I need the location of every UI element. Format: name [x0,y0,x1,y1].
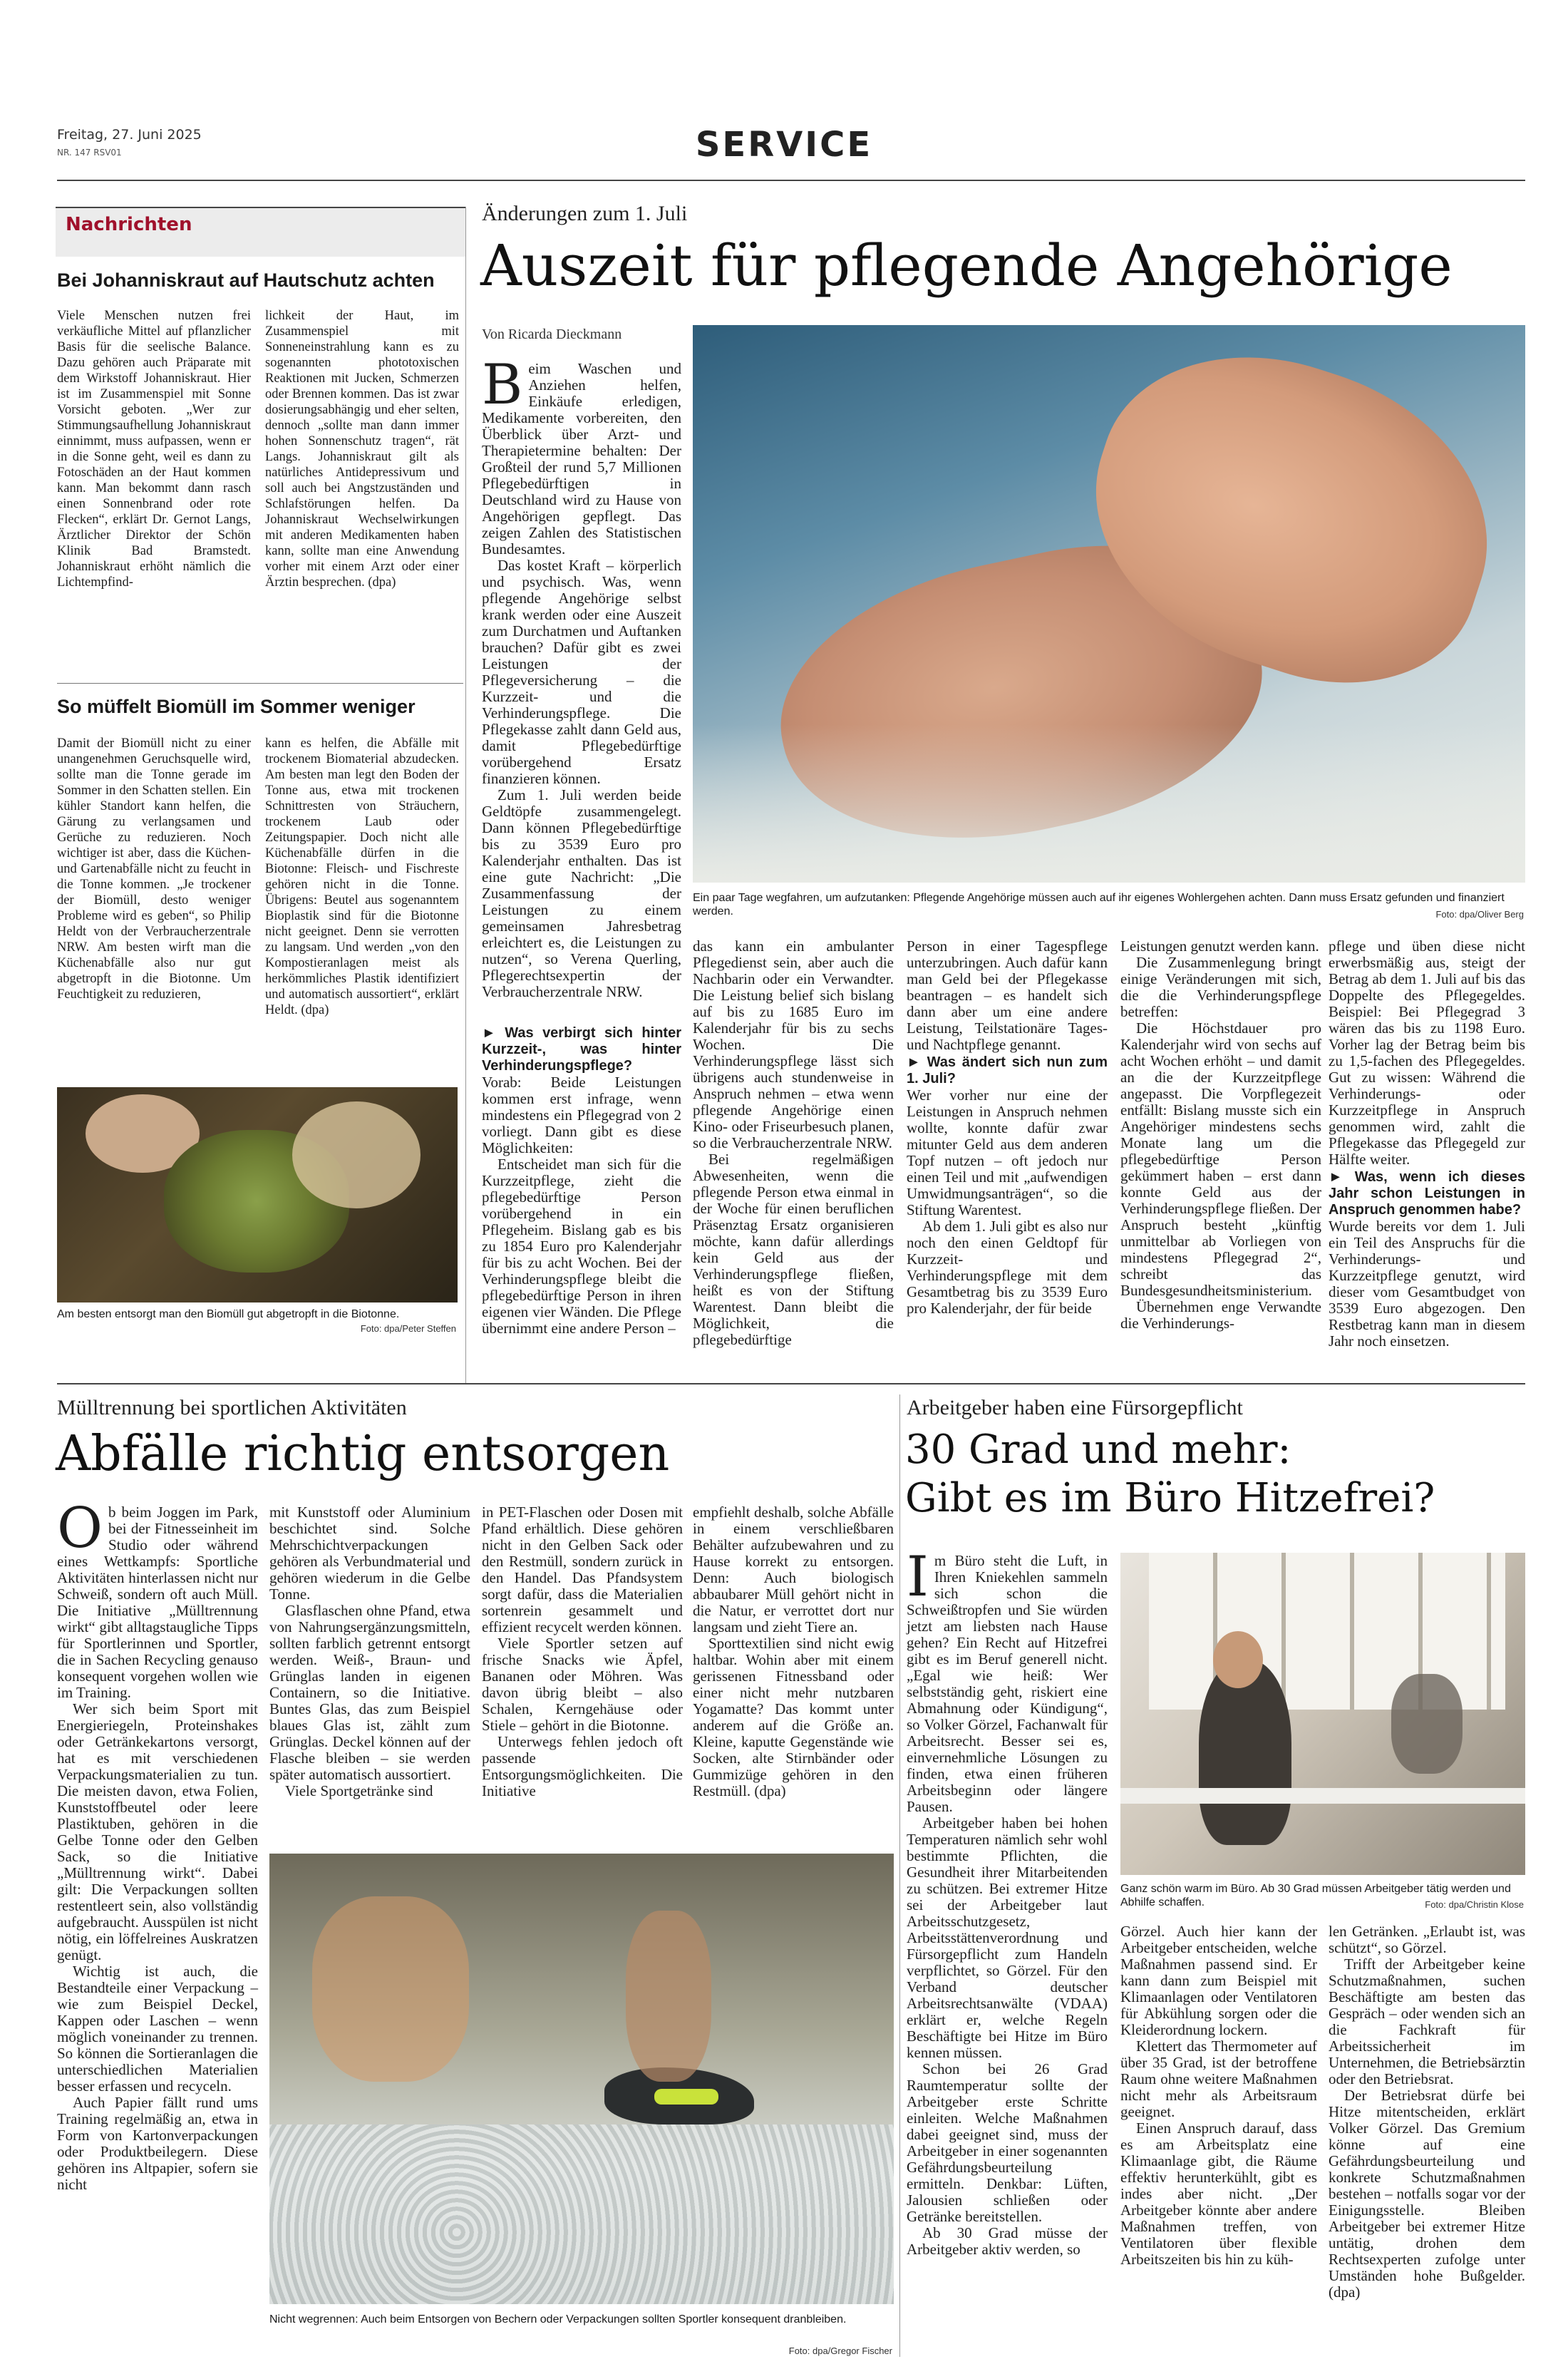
heat-c1p4: Ab 30 Grad müsse der Arbeitgeber aktiv werden, so [907,2224,1108,2258]
lead-drop-cap: B [482,353,523,417]
lead-col4 [1120,938,1321,1332]
heat-c2p2: Klettert das Thermometer auf über 35 Grad, ist der betroffene Raum ohne weitere Maßnahmen nicht mehr als Arbeitsraum geeignet. [1120,2038,1317,2120]
lead-credit: Foto: dpa/Oliver Berg [1435,909,1524,920]
waste-c1p2: Wer sich beim Sport mit Energieriegeln, Proteinshakes oder Getränkekartons versorgt, hat es mit verschiedenen Verpackungsmaterialien zu tun. Die meisten davon, etwa Folien, Kunststoffbeutel oder leere Plastiktuben, gehören in die Gelbe Tonne oder den Gelben Sack, so die Initiative „Mülltrennung wirkt“. Dabei gilt: Die Verpackungen sollten restentleert sein, also vollständig aufgebraucht. Ausspülen ist nicht nötig, ein löffelreines Auskratzen genügt. [57,1700,258,1963]
lead-c1p1: Vorab: Beide Leistungen kommen erst infrage, wenn mindestens ein Pflegegrad von 2 vorliegt. Dann gibt es diese Möglichkeiten: [482,1074,681,1156]
news-item1-col2: lichkeit der Haut, im Zusammenspiel mit Sonneneinstrahlung kann es zu sogenannten phototoxischen Reaktionen mit Jucken, Schmerzen oder Brennen kommen. Das ist zwar dosierungsabhängig und eher selten, dennoch „sollte man dann immer hohen Sonnenschutz tragen“, rät Langs. Johanniskraut gilt als natürliches Antidepressivum und soll auch bei Angstzuständen und Schlafstörungen helfen. Da Johanniskraut Wechselwirkungen mit anderen Medikamenten haben kann, sollte man eine Anwendung vorher mit einem Arzt oder einer Ärztin besprechen. (dpa) [265,309,459,590]
news-divider [57,683,463,684]
waste-col4 [693,1504,894,1799]
header-date: Freitag, 27. Juni 2025 [57,127,202,143]
biowaste-caption: Am besten entsorgt man den Biomüll gut abgetropft in die Biotonne. [57,1308,400,1320]
waste-headline: Abfälle richtig entsorgen [56,1426,670,1482]
lead-photo [693,325,1525,883]
waste-c2p3: Viele Sportgetränke sind [285,1782,433,1799]
heat-col2 [1120,1923,1317,2268]
lead-col3 [907,938,1108,1317]
lead-c4p1: Leistungen genutzt werden kann. [1120,937,1319,955]
heat-drop-cap: I [907,1545,929,1609]
lead-col5 [1329,938,1525,1350]
lead-sub1: ► Was verbirgt sich hinter Kurzzeit-, was hinter Verhinderungspflege? [482,1025,681,1074]
waste-c3p2: Viele Sportler setzen auf frische Snacks wie Äpfel, Bananen oder Möhren. Was davon übrig bleibt – also Schalen, Kerngehäuse oder Stiele – gehört in die Biotonne. [482,1635,683,1734]
heat-c3p1: len Getränken. „Erlaubt ist, was schützt“, so Görzel. [1329,1923,1525,1956]
lead-sub3: ► Was, wenn ich dieses Jahr schon Leistungen in Anspruch genommen habe? [1329,1169,1525,1218]
lead-c2p1: das kann ein ambulanter Pflegedienst sein, aber auch die Nachbarin oder ein Verwandter. Die Leistung belief sich bislang auf bis zu 1685 Euro im Kalenderjahr für bis zu sechs Wochen. Die Verhinderungspflege lässt sich übrigens auch stundenweise in Anspruch nehmen – etwa wenn pflegende Angehörige einen Kino- oder Friseurbesuch planen, so die Verbraucherzentrale NRW. [693,937,894,1151]
lead-c5p1: pflege und üben diese nicht erwerbsmäßig aus, steigt der Betrag ab dem 1. Juli auf bis das Doppelte des Pflegegeldes. Beispiel: Bei Pflegegrad 3 wären das bis zu 1198 Euro. Vorher lag der Betrag beim bis zu 1,5-fachen des Pflegegeldes. Gut zu wissen: Während die Verhinderungs- oder Kurzzeitpflege in Anspruch genommen wird, zahlt die Pflegekasse das Pflegegeld zur Hälfte weiter. [1329,937,1525,1168]
news-item1-col1: Viele Menschen nutzen frei verkäufliche Mittel auf pflanzlicher Basis für die seelische Balance. Dazu gehören auch Präparate mit dem Wirkstoff Johanniskraut. Hier ist im Zusammenspiel mit Sonne Vorsicht geboten. „Wer zur Stimmungsaufhellung Johanniskraut einnimmt, muss aufpassen, wenn er in die Sonne geht, weil es dann zu Fotoschäden an der Haut kommen kann. Man bekommt dann rasch einen Sonnenbrand oder rote Flecken“, erklärt Dr. Gernot Langs, Ärztlicher Direktor der Schön Klinik Bad Bramstedt. Johanniskraut erhöht nämlich die Lichtempfind- [57,309,251,590]
section-title: SERVICE [695,125,873,165]
heat-c2p3: Einen Anspruch darauf, dass es am Arbeitsplatz eine Klimaanlage gibt, die Räume effektiv herunterkühlt, gibt es indes aber nicht. „Der Arbeitgeber könnte aber andere Maßnahmen treffen, von Ventilatoren über flexible Arbeitszeiten bis hin zu küh- [1120,2119,1317,2268]
biowaste-credit: Foto: dpa/Peter Steffen [360,1323,456,1334]
waste-c1p4: Auch Papier fällt rund ums Training regelmäßig an, etwa in Form von Kartonverpackungen oder Produktbeilegern. Diese gehören ins Altpapier, sofern sie nicht [57,2094,258,2193]
lead-caption: Ein paar Tage wegfahren, um aufzutanken: Pflegende Angehörige müssen auch auf ihr eigenes Wohlergehen achten. Dann muss Ersatz gefunden und finanziert werden. [693,892,1505,918]
news-vrule [465,207,466,1383]
office-photo [1120,1553,1525,1875]
waste-c2p2: Glasflaschen ohne Pfand, etwa von Nahrungsergänzungsmitteln, sollten farblich getrennt entsorgt werden. Weiß-, Braun- und Grünglas landen in eigenen Containern, so die Initiative. Buntes Glas, das zum Beispiel blaues Glas ist, zählt zum Grünglas. Deckel können auf der Flasche bleiben – sie werden später automatisch aussortiert. [269,1602,470,1783]
runners-credit: Foto: dpa/Gregor Fischer [788,2345,892,2356]
news-label: Nachrichten [66,214,192,235]
heat-c3p3: Der Betriebsrat dürfe bei Hitze mitentscheiden, erklärt Volker Görzel. Das Gremium könne auf eine Gefährdungsbeurteilung und konkrete Schutzmaßnahmen bestehen – notfalls sogar vor der Einigungsstelle. Bleiben Arbeitgeber bei extremer Hitze untätig, drohen dem Rechtsexperten zufolge unter Umständen hohe Bußgelder. (dpa) [1329,2087,1525,2301]
lead-c1p2: Entscheidet man sich für die Kurzzeitpflege, zieht die pflegebedürftige Person vorübergehend in ein Pflegeheim. Bislang gab es bis zu 1854 Euro pro Kalenderjahr für bis zu acht Wochen. Bei der Verhinderungspflege bleibt die pflegebedürftige Person in ihren eigenen vier Wänden. Die Pflege übernimmt eine andere Person – [482,1156,681,1337]
lead-byline: Von Ricarda Dieckmann [482,327,622,342]
heat-c2p1: Görzel. Auch hier kann der Arbeitgeber entscheiden, welche Maßnahmen passend sind. Er kann dann zum Beispiel mit Klimaanlagen oder Ventilatoren für Abkühlung sorgen oder die Kleiderordnung lockern. [1120,1923,1317,2038]
lead-c4p3: Die Höchstdauer pro Kalenderjahr wird von sechs auf acht Wochen erhöht – und damit an die der Kurzzeitpflege angepasst. Die Vorpflegezeit entfällt: Bislang musste sich ein Angehöriger mindestens sechs Monate lang um die pflegebedürftige Person gekümmert haben – erst dann konnte Geld aus der Verhinderungspflege fließen. Der Anspruch besteht „künftig unmittelbar ab Vorliegen von mindestens Pflegegrad 2“, schreibt das Bundesgesundheitsministerium. [1120,1019,1321,1299]
news-item2-col2: kann es helfen, die Abfälle mit trockenem Biomaterial abzudecken. Am besten man legt den Boden der Tonne aus, etwa mit trockenen Schnittresten von Sträuchern, trockenem Laub oder Zeitungspapier. Doch nicht alle Küchenabfälle dürfen in die Biotonne: Fleisch- und Fischreste gehören nicht in die Tonne. Übrigens: Beutel aus sogenanntem Bioplastik sind für die Biotonne nicht geeignet. Denn sie verrotten zu langsam. Und werden „von den Kompostieranlagen meist als herkömmliches Plastik identifiziert und automatisch aussortiert“, erklärt Heldt. (dpa) [265,736,459,1017]
header-rule [57,180,1525,181]
news-item2-col1: Damit der Biomüll nicht zu einer unangenehmen Geruchsquelle wird, sollte man die Tonne gerade im Sommer in den Schatten stellen. Ein kühler Standort kann helfen, die Gärung zu verlangsamen und Gerüche zu reduzieren. Noch wichtiger ist aber, dass die Küchen- und Gartenabfälle nicht zu feucht in die Tonne kommen. „Je trockener der Biomüll, desto weniger Probleme wird es geben“, so Philip Heldt von der Verbraucherzentrale NRW. Am besten wirft man die Küchenabfälle also nur gut abgetropft in die Biotonne. Um Feuchtigkeit zu reduzieren, [57,736,251,1002]
lead-c4p2: Die Zusammenlegung bringt einige Veränderungen mit sich, die die Verhinderungspflege betreffen: [1120,954,1321,1020]
lead-intro-column [482,353,681,1000]
waste-c3p3: Unterwegs fehlen jedoch oft passende Entsorgungsmöglichkeiten. Die Initiative [482,1733,683,1799]
lead-kicker: Änderungen zum 1. Juli [482,202,688,225]
lead-intro-p2: Das kostet Kraft – körperlich und psychisch. Was, wenn pflegende Angehörige selbst krank werden oder eine Auszeit zum Durchatmen und Auftanken brauchen? Dafür gibt es zwei Leistungen der Pflegeversicherung – die Kurzzeit- und die Verhinderungspflege. Die Pflegekasse zahlt dann Geld aus, damit Pflegebedürftige vorübergehend Ersatz finanzieren können. [482,557,681,787]
mid-rule [57,1383,1525,1384]
waste-drop-cap: O [57,1496,103,1561]
lead-c4p4: Übernehmen enge Verwandte die Verhinderungs- [1120,1298,1321,1332]
lead-col1 [482,1024,681,1337]
heat-c1p2: Arbeitgeber haben bei hohen Temperaturen nämlich sehr wohl bestimmte Pflichten, die Gesundheit ihrer Mitarbeitenden zu schützen. Bei extremer Hitze sei der Arbeitgeber laut Arbeitsschutzgesetz, Arbeitsstättenverordnung und Fürsorgepflicht zum Handeln verpflichtet, so Görzel. Für den Verband deutscher Arbeitsrechtsanwälte (VDAA) erklärt er, welche Regeln Beschäftigte bei Hitze im Büro kennen müssen. [907,1814,1108,2061]
heat-headline-1: 30 Grad und mehr: [905,1427,1291,1473]
lead-c3p3: Ab dem 1. Juli gibt es also nur noch den einen Geldtopf für Kurzzeit- und Verhinderungspflege mit dem Gesamtbetrag bis zu 3539 Euro pro Kalenderjahr, der für beide [907,1218,1108,1317]
waste-c1: b beim Joggen im Park, bei der Fitnesseinheit im Studio oder während eines Wettkampfs: Sportliche Aktivitäten hinterlassen nicht nur Schweiß, sondern oft auch Müll. Die Initiative „Mülltrennung wirkt“ gibt alltagstaugliche Tipps für Sportlerinnen und Sportler, die in Sachen Recycling genauso konsequent vorgehen wollen wie im Training. [57,1504,258,1701]
lead-headline: Auszeit für pflegende Angehörige [480,232,1453,299]
waste-c4p1: empfiehlt deshalb, solche Abfälle in einem verschließbaren Behälter aufzubewahren und zu Hause korrekt zu entsorgen. Denn: Auch biologisch abbaubarer Müll gehört nicht in die Natur, er verrottet dort nur langsam und zieht Tiere an. [693,1504,894,1635]
waste-kicker: Mülltrennung bei sportlichen Aktivitäten [57,1396,407,1419]
heat-c3p2: Trifft der Arbeitgeber keine Schutzmaßnahmen, suchen Beschäftigte am besten das Gespräch – oder wenden sich an die Fachkraft für Arbeitssicherheit im Unternehmen, die Betriebsärztin oder den Betriebsrat. [1329,1956,1525,2087]
waste-c3p1: in PET-Flaschen oder Dosen mit Pfand erhältlich. Diese gehören nicht in den Gelben Sack oder den Restmüll, sondern zurück in den Handel. Das Pfandsystem sorgt dafür, dass die Materialien sortenrein gesammelt und effizient recycelt werden können. [482,1504,683,1635]
lead-c3p1: Person in einer Tagespflege unterzubringen. Auch dafür kann man Geld bei der Pflegekasse beantragen – es handelt sich dann aber um eine andere Leistung, Teilstationäre Tages- und Nachtpflege genannt. [907,937,1108,1053]
heat-kicker: Arbeitgeber haben eine Fürsorgepflicht [907,1396,1243,1419]
lead-intro-p3: Zum 1. Juli werden beide Geldtöpfe zusammengelegt. Dann können Pflegebedürftige bis zu 3539 Euro pro Kalenderjahr enthalten. Das ist eine gute Nachricht: „Die Zusammenfassung der Leistungen zu einem gemeinsamen Jahresbetrag erleichtert es, die Leistungen zu nutzen“, so Verena Querling, Pflegerechtsexpertin der Verbraucherzentrale NRW. [482,786,681,1000]
header-edition: NR. 147 RSV01 [57,148,122,158]
biowaste-photo [57,1087,458,1302]
waste-col2 [269,1504,470,1799]
heat-intro [907,1545,1108,2258]
heat-intro-text: m Büro steht die Luft, in Ihren Kniekehlen sammeln sich schon die Schweißtropfen und Sie würden jetzt am liebsten nach Hause gehen? Ein Recht auf Hitzefrei gibt es im Beruf generell nicht. „Egal wie heiß: Wer selbstständig geht, riskiert eine Abmahnung oder Kündigung“, so Volker Görzel, Fachanwalt für Arbeitsrecht. Besser sei es, einvernehmliche Lösungen zu finden, etwa einen früheren Arbeitsbeginn oder längere Pausen. [907,1552,1108,1815]
news-item1-title: Bei Johanniskraut auf Hautschutz achten [57,269,435,291]
lead-intro: eim Waschen und Anziehen helfen, Einkäufe erledigen, Medikamente vorbereiten, den Überblick über Arzt- und Therapietermine behalten: Der Großteil der rund 5,7 Millionen Pflegebedürftigen in Deutschland wird zu Hause von Angehörigen gepflegt. Das zeigen Zahlen des Statistischen Bundesamtes. [482,360,681,558]
runners-photo [269,1854,894,2304]
lead-col2 [693,938,894,1348]
news-label-box [56,207,466,257]
lead-c2p2: Bei regelmäßigen Abwesenheiten, wenn die pflegende Person etwa einmal in der Woche für einen beruflichen Präsenztag Ersatz organisieren möchte, kann dafür allerdings kein Geld aus der Verhinderungspflege fließen, heißt es von der Stiftung Warentest. Dann bleibt die Möglichkeit, die pflegebedürftige [693,1151,894,1348]
lead-sub2: ► Was ändert sich nun zum 1. Juli? [907,1054,1108,1086]
waste-col3 [482,1504,683,1799]
heat-vrule [899,1394,900,2357]
office-caption: Ganz schön warm im Büro. Ab 30 Grad müssen Arbeitgeber tätig werden und Abhilfe schaffen. [1120,1883,1511,1908]
waste-col1 [57,1496,258,2193]
heat-headline-2: Gibt es im Büro Hitzefrei? [905,1475,1435,1521]
lead-c3p2: Wer vorher nur eine der Leistungen in Anspruch nehmen wollte, konnte dafür zwar mitunter Geld aus dem anderen Topf nutzen – oft jedoch nur einen Teil und mit „aufwendigen Umwidmungsanträgen“, so die Stiftung Warentest. [907,1086,1108,1218]
office-credit: Foto: dpa/Christin Klose [1425,1899,1524,1910]
news-item2-title: So müffelt Biomüll im Sommer weniger [57,696,416,717]
waste-c1p3: Wichtig ist auch, die Bestandteile einer Verpackung – wie zum Beispiel Deckel, Kappen oder Laschen – wenn möglich voneinander zu trennen. So können die Sortieranlagen die unterschiedlichen Materialien besser erfassen und recyceln. [57,1963,258,2095]
lead-c5p2: Wurde bereits vor dem 1. Juli ein Teil des Anspruchs für die Verhinderungs- und Kurzzeitpflege genutzt, wird dieser vom Gesamtbudget von 3539 Euro abgezogen. Den Restbetrag kann man in diesem Jahr noch einsetzen. [1329,1218,1525,1350]
waste-c4p2: Sporttextilien sind nicht ewig haltbar. Wohin aber mit einem gerissenen Fitnessband oder einer nicht mehr nutzbaren Yogamatte? Das kommt unter anderem auf die Größe an. Kleine, kaputte Gegenstände wie Socken, alte Stirnbänder oder Gummizüge gehören in den Restmüll. (dpa) [693,1635,894,1799]
heat-c1p3: Schon bei 26 Grad Raumtemperatur sollte der Arbeitgeber erste Schritte einleiten. Welche Maßnahmen dabei geeignet sind, muss der Arbeitgeber in einer sogenannten Gefährdungsbeurteilung ermitteln. Denkbar: Lüften, Jalousien schließen oder Getränke bereitstellen. [907,2060,1108,2225]
runners-caption: Nicht wegrennen: Auch beim Entsorgen von Bechern oder Verpackungen sollten Sportler konsequent dranbleiben. [269,2313,847,2326]
waste-c2p1: mit Kunststoff oder Aluminium beschichtet sind. Solche Mehrschichtverpackungen gehören als Verbundmaterial und gehören wiederum in die Gelbe Tonne. [269,1504,470,1603]
heat-col3 [1329,1923,1525,2301]
